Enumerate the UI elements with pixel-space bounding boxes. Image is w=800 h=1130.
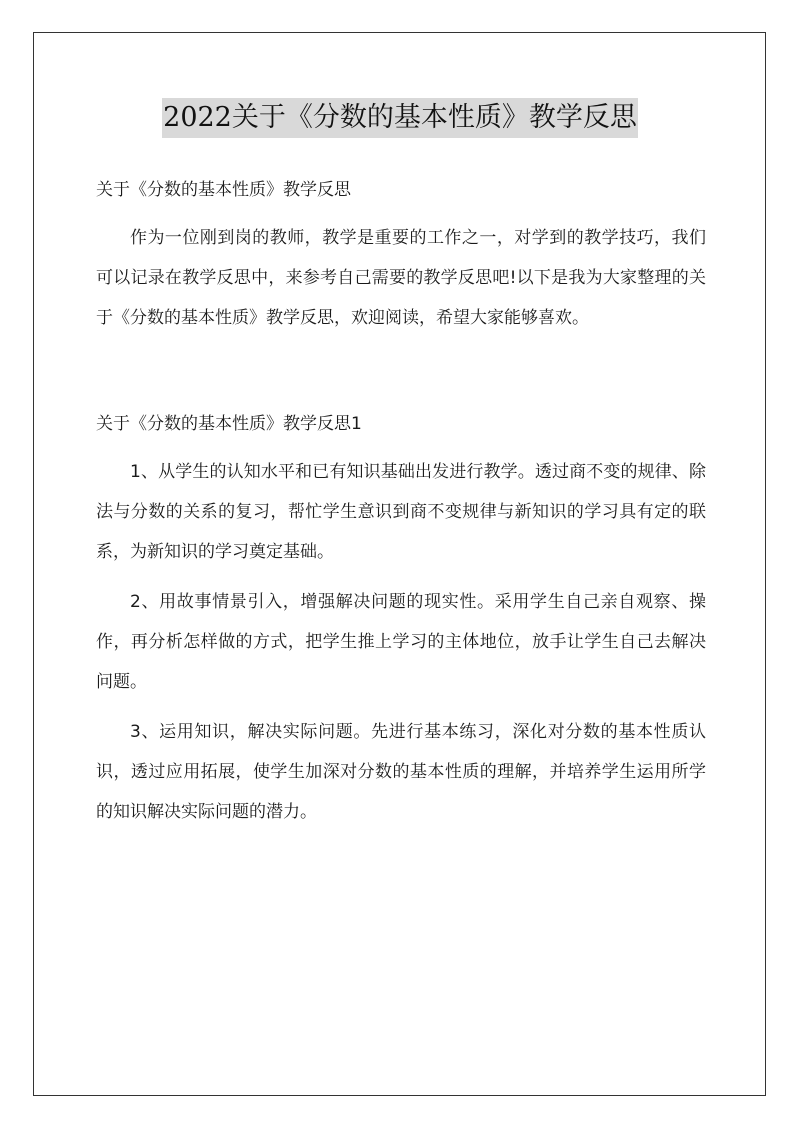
section-1-paragraph-1: 1、从学生的认知水平和已有知识基础出发进行教学。透过商不变的规律、除法与分数的关系的复习，帮忙学生意识到商不变规律与新知识的学习具有定的联系，为新知识的学习奠定基础。 [96, 462, 706, 562]
intro-heading: 关于《分数的基本性质》教学反思 [96, 180, 351, 200]
section-1-paragraph-3: 3、运用知识，解决实际问题。先进行基本练习，深化对分数的基本性质认识，透过应用拓展，使学生加深对分数的基本性质的理解，并培养学生运用所学的知识解决实际问题的潜力。 [96, 722, 706, 822]
document-body [96, 172, 706, 832]
section-1-heading: 关于《分数的基本性质》教学反思1 [96, 414, 362, 434]
section-1-paragraph-2: 2、用故事情景引入，增强解决问题的现实性。采用学生自己亲自观察、操作，再分析怎样做的方式，把学生推上学习的主体地位，放手让学生自己去解决问题。 [96, 592, 706, 692]
title-container [0, 98, 800, 138]
intro-paragraph: 作为一位刚到岗的教师，教学是重要的工作之一，对学到的教学技巧，我们可以记录在教学反思中，来参考自己需要的教学反思吧!以下是我为大家整理的关于《分数的基本性质》教学反思，欢迎阅读，希望大家能够喜欢。 [96, 228, 706, 328]
document-title: 2022关于《分数的基本性质》教学反思 [162, 98, 638, 138]
